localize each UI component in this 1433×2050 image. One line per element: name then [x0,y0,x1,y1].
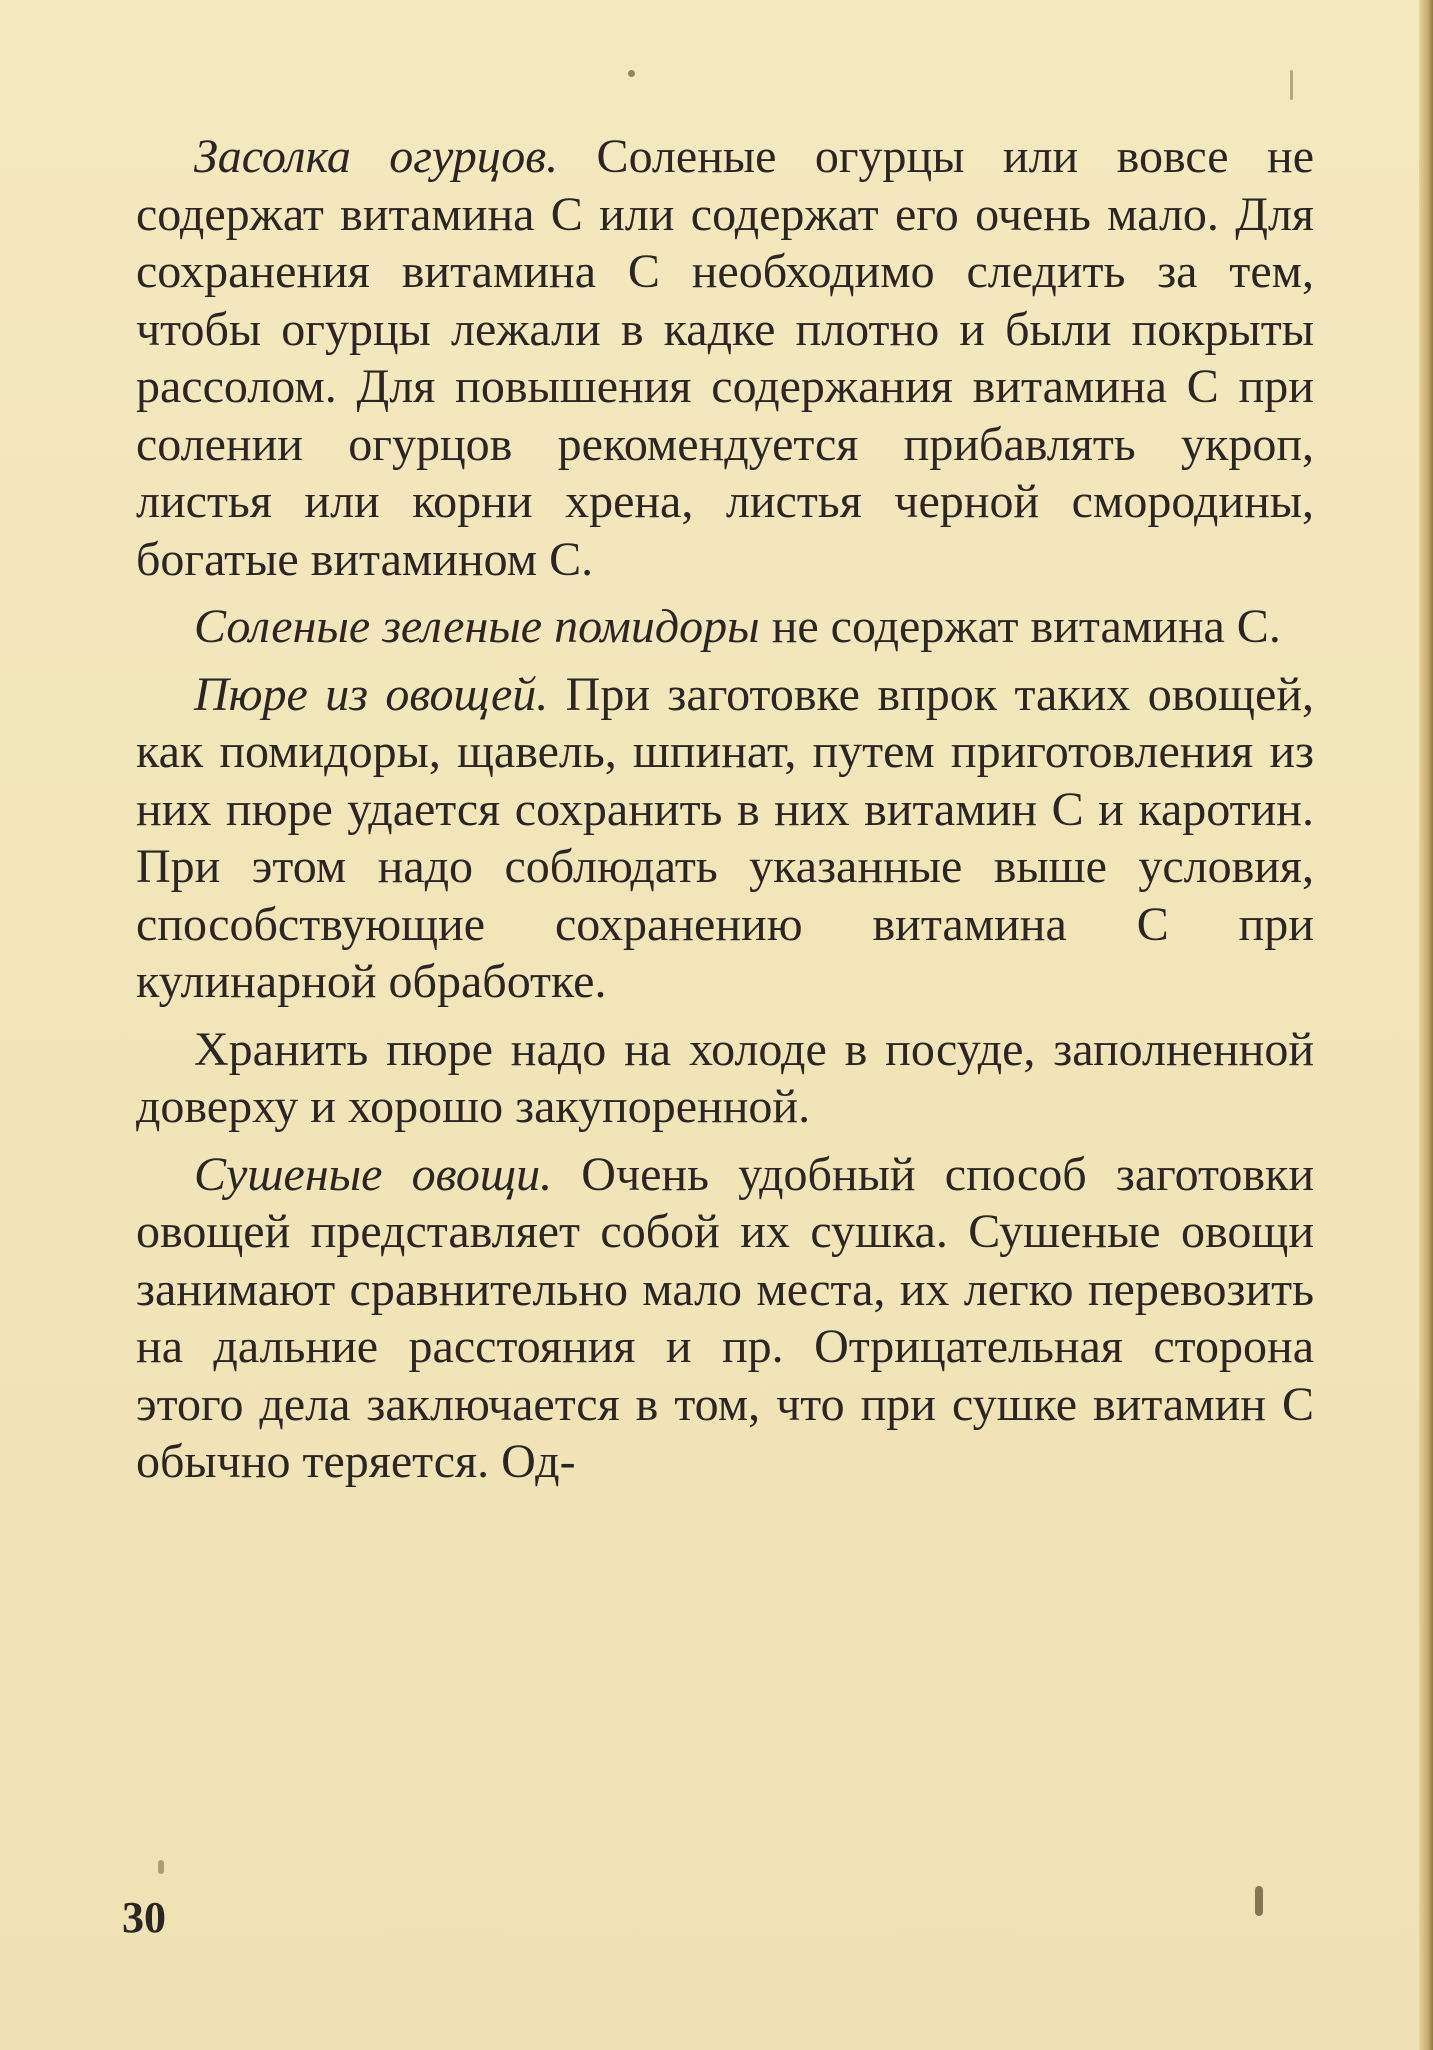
print-speck [158,1860,164,1874]
paragraph-title: Пюре из овощей. [194,667,549,721]
paragraph-cucumbers [136,128,1314,588]
paragraph-puree-storage [136,1021,1314,1136]
paragraph-text: При заготовке впрок таких овощей, как помидоры, щавель, шпинат, путем приготовления из них пюре удается сохранить в них витамин С и каротин. При этом надо соблюдать указанные выше условия, способствующие сохранению витамина С при кулинарной обработке. [136,667,1315,1008]
paragraph-text: Очень удобный способ заготовки овощей представляет собой их сушка. Сушеные овощи занимают сравнительно мало места, их легко перевозить на дальние расстояния и пр. Отрицательная сторона этого дела заключается в том, что при сушке витамин С обычно теряется. Од- [136,1147,1315,1488]
paragraph-text: Хранить пюре надо на холоде в посуде, заполненной доверху и хорошо закупоренной. [136,1022,1314,1133]
page-number: 30 [122,1893,166,1942]
paragraph-title: Сушеные овощи. [194,1147,553,1201]
body-text [136,128,1314,1501]
paragraph-green-tomatoes [136,598,1314,656]
print-speck [1290,70,1293,100]
paragraph-text: Соленые огурцы или вовсе не содержат витамина С или содержат его очень мало. Для сохранения витамина С необходимо следить за тем, чтобы огурцы лежали в кадке плотно и были покрыты рассолом. Для повышения содержания витамина С при солении огурцов рекомендуется прибавлять укроп, листья или корни хрена, листья черной смородины, богатые витамином С. [136,130,1315,586]
paragraph-text: не содержат витамина С. [759,600,1281,653]
print-speck [1255,1886,1263,1916]
print-speck [628,70,635,77]
paragraph-dried-vegetables [136,1146,1314,1491]
paragraph-title: Соленые зеленые помидоры [194,600,760,653]
paragraph-vegetable-puree [136,666,1314,1011]
page-edge [1419,0,1433,2050]
paragraph-title: Засолка огурцов. [194,130,559,183]
